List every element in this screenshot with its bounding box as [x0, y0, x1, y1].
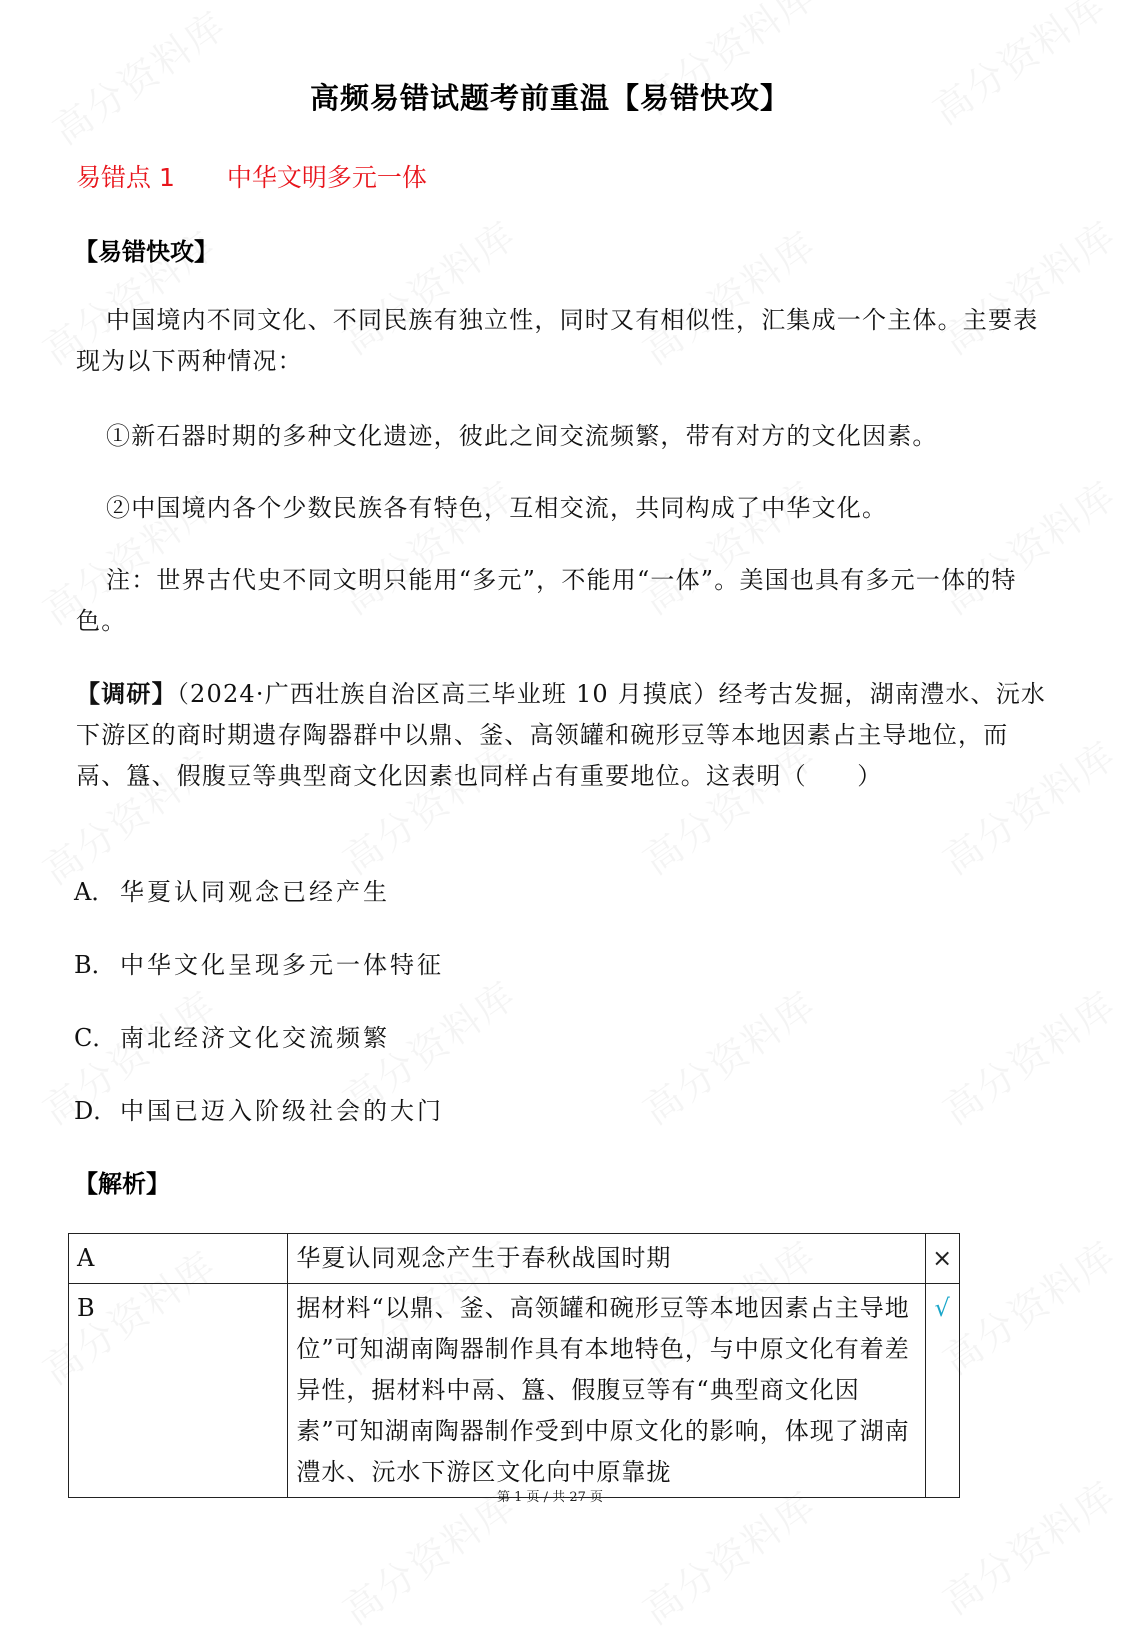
option-text: 华夏认同观念已经产生: [120, 878, 390, 906]
page-title: 高频易错试题考前重温【易错快攻】: [309, 81, 790, 115]
analysis-table: [68, 1233, 960, 1498]
page-footer: 第 1 页 / 共 27 页: [497, 1490, 603, 1505]
cross-mark-icon: [926, 1234, 960, 1284]
option-key: D．: [74, 1097, 118, 1125]
option-text: 中华文化呈现多元一体特征: [120, 951, 444, 979]
option-text: 南北经济文化交流频繁: [120, 1024, 390, 1052]
option-a: [74, 872, 390, 907]
section-topic: 中华文明多元一体: [226, 163, 427, 192]
option-key: B．: [74, 951, 116, 979]
quick-tips-intro: 中国境内不同文化、不同民族有独立性，同时又有相似性，汇集成一个主体。主要表现为以下两种情况：: [76, 306, 1039, 375]
row-explanation: 据材料“以鼎、釜、高领罐和碗形豆等本地因素占主导地位”可知湖南陶器制作具有本地特色，与中原文化有着差异性，据材料中鬲、簋、假腹豆等有“典型商文化因素”可知湖南陶器制作受到中原文化的影响，体现了湖南澧水、沅水下游区文化向中原靠拢: [288, 1284, 926, 1498]
option-text: 中国已迈入阶级社会的大门: [120, 1097, 444, 1125]
option-key: A．: [74, 878, 116, 906]
option-d: [74, 1091, 444, 1126]
row-explanation: 华夏认同观念产生于春秋战国时期: [288, 1234, 926, 1284]
right-mark: √: [934, 1294, 951, 1322]
row-option-key: B: [69, 1284, 288, 1498]
section-number: 易错点 1: [76, 163, 175, 192]
quick-tips-heading: 【易错快攻】: [74, 238, 218, 266]
table-row: [69, 1234, 960, 1284]
section-heading: [76, 158, 427, 194]
question-text: （2024·广西壮族自治区高三毕业班 10 月摸底）经考古发掘，湖南澧水、沅水下游区的商时期遗存陶器群中以鼎、釜、高领罐和碗形豆等本地因素占主导地位，而鬲、簋、假腹豆等典型商文化因素也同样占有重要地位。这表明（ ）: [76, 680, 1047, 790]
table-row: [69, 1284, 960, 1498]
option-b: [74, 945, 444, 980]
row-option-key: A: [69, 1234, 288, 1284]
analysis-heading: 【解析】: [74, 1170, 170, 1198]
option-c: [74, 1018, 390, 1053]
question-stem: [76, 674, 1056, 797]
quick-tips-note: 注：世界古代史不同文明只能用“多元”，不能用“一体”。美国也具有多元一体的特色。: [76, 566, 1017, 635]
option-key: C．: [74, 1024, 117, 1052]
quick-tips-point-2: ②中国境内各个少数民族各有特色，互相交流，共同构成了中华文化。: [106, 494, 888, 522]
quick-tips-point-1: ①新石器时期的多种文化遗迹，彼此之间交流频繁，带有对方的文化因素。: [106, 422, 938, 450]
question-tag: 【调研】: [76, 680, 177, 708]
wrong-mark: ×: [932, 1244, 954, 1272]
check-mark-icon: [926, 1284, 960, 1498]
